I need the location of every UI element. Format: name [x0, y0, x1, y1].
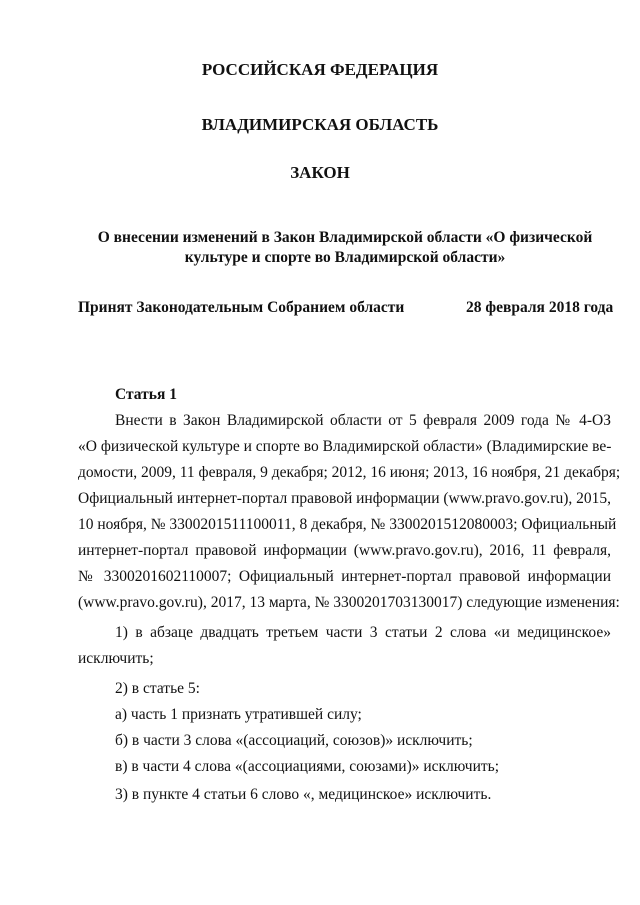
adoption-date: 28 февраля 2018 года [466, 299, 614, 316]
item-2: 2) в статье 5: [115, 680, 200, 697]
article-intro-line-2: «О физической культуре и спорте во Владимирской области» (Владимирские ве- [78, 438, 612, 455]
law-title-line-1: О внесении изменений в Закон Владимирской области «О физической [97, 229, 593, 246]
article-intro-line-4: Официальный интернет-портал правовой информации (www.pravo.gov.ru), 2015, [78, 490, 611, 507]
article-heading: Статья 1 [115, 386, 177, 403]
doc-type-heading: ЗАКОН [290, 163, 350, 182]
item-2a: а) часть 1 признать утратившей силу; [115, 706, 362, 723]
article-intro-line-5: 10 ноября, № 3300201511100011, 8 декабря, № 3300201512080003; Официальный [78, 516, 617, 533]
country-heading: РОССИЙСКАЯ ФЕДЕРАЦИЯ [201, 60, 439, 79]
item-2c: в) в части 4 слова «(ассоциациями, союзами)» исключить; [115, 758, 500, 775]
article-intro-line-3: домости, 2009, 11 февраля, 9 декабря; 2012, 16 июня; 2013, 16 ноября, 21 декабря; [78, 464, 621, 481]
item-2b: б) в части 3 слова «(ассоциаций, союзов)» исключить; [115, 732, 473, 749]
item-3: 3) в пункте 4 статьи 6 слово «, медицинское» исключить. [115, 786, 492, 803]
item-1-line-2: исключить; [78, 650, 154, 667]
region-heading: ВЛАДИМИРСКАЯ ОБЛАСТЬ [201, 115, 439, 134]
adoption-body: Принят Законодательным Собранием области [78, 299, 405, 316]
item-1-line-1: 1) в абзаце двадцать третьем части 3 статьи 2 слова «и медицинское» [115, 624, 611, 641]
article-intro-line-8: (www.pravo.gov.ru), 2017, 13 марта, № 3300201703130017) следующие изменения: [78, 594, 620, 611]
article-intro-line-1: Внести в Закон Владимирской области от 5 февраля 2009 года № 4-ОЗ [115, 412, 611, 429]
law-title-line-2: культуре и спорте во Владимирской области» [184, 249, 506, 266]
article-intro-line-7: № 3300201602110007; Официальный интернет-портал правовой информации [78, 568, 611, 585]
article-intro-line-6: интернет-портал правовой информации (www.pravo.gov.ru), 2016, 11 февраля, [78, 542, 611, 559]
law-title [0, 228, 640, 268]
